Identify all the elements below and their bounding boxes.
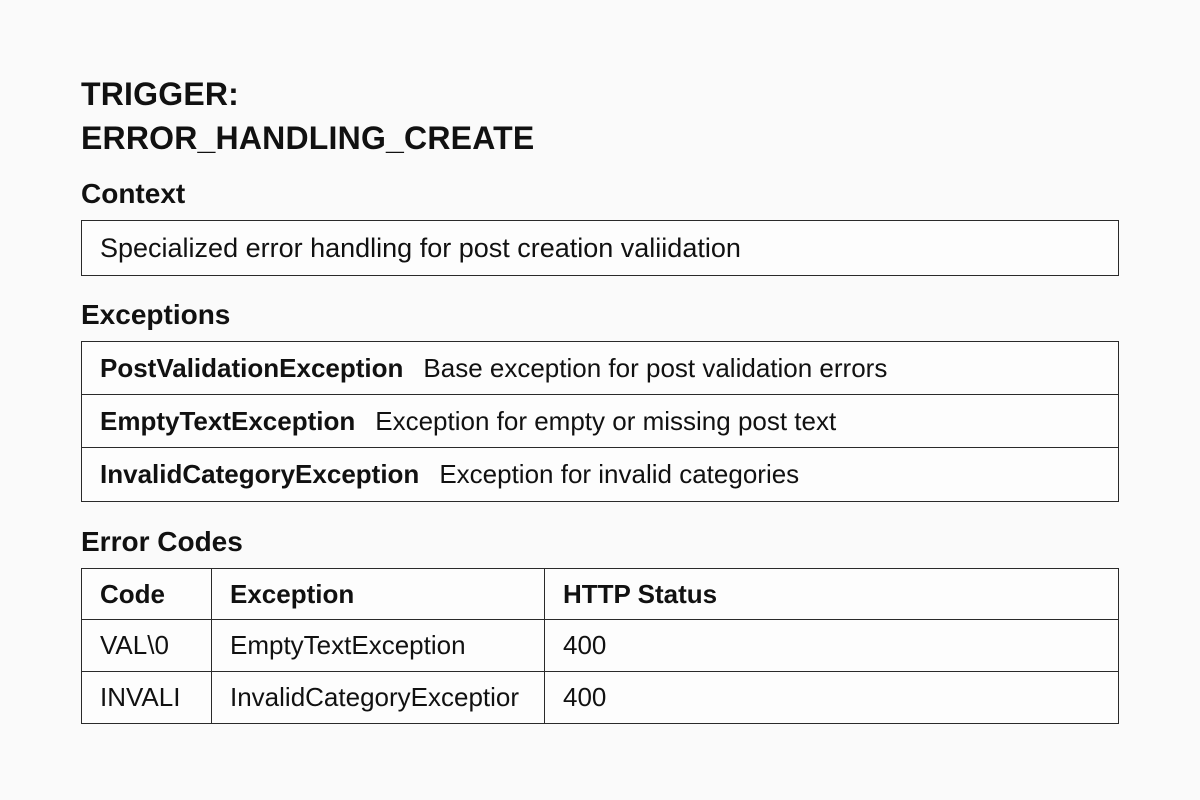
column-header-code: Code: [82, 569, 212, 620]
exception-name: EmptyTextException: [100, 405, 356, 436]
exception-cell: InvalidCategoryExceptior: [212, 672, 545, 724]
column-header-exception: Exception: [212, 569, 545, 620]
exception-description: Base exception for post validation errors: [423, 352, 888, 383]
title-line-2: ERROR_HANDLING_CREATE: [81, 120, 535, 156]
exception-cell: EmptyTextException: [212, 620, 545, 672]
context-text: Specialized error handling for post creation valiidation: [100, 232, 741, 263]
exception-name: InvalidCategoryException: [100, 459, 420, 489]
exception-description: Exception for invalid categories: [439, 459, 800, 489]
error-code-cell: VAL\0: [82, 620, 212, 672]
http-status-cell: 400: [545, 672, 1119, 724]
exception-description: Exception for empty or missing post text: [375, 405, 837, 436]
exception-row-empty-text: [82, 395, 1118, 448]
table-row: [82, 672, 1119, 724]
exception-row-invalid-category: [82, 448, 1118, 501]
error-codes-table: [81, 568, 1119, 724]
page-title: [81, 72, 1119, 160]
context-box: [81, 220, 1119, 276]
table-header-row: [82, 569, 1119, 620]
error-codes-heading: Error Codes: [81, 526, 243, 557]
title-line-1: TRIGGER:: [81, 76, 240, 112]
table-row: [82, 620, 1119, 672]
context-heading: Context: [81, 178, 186, 209]
exception-row-post-validation: [82, 342, 1118, 395]
column-header-http-status: HTTP Status: [545, 569, 1119, 620]
error-code-cell: INVALI: [82, 672, 212, 724]
exception-name: PostValidationException: [100, 352, 404, 383]
exceptions-section: [81, 297, 1119, 502]
context-section: [81, 176, 1119, 276]
document-page: [81, 72, 1119, 724]
exceptions-heading: Exceptions: [81, 299, 231, 330]
http-status-cell: 400: [545, 620, 1119, 672]
error-codes-section: [81, 524, 1119, 724]
exceptions-list: [81, 341, 1119, 502]
